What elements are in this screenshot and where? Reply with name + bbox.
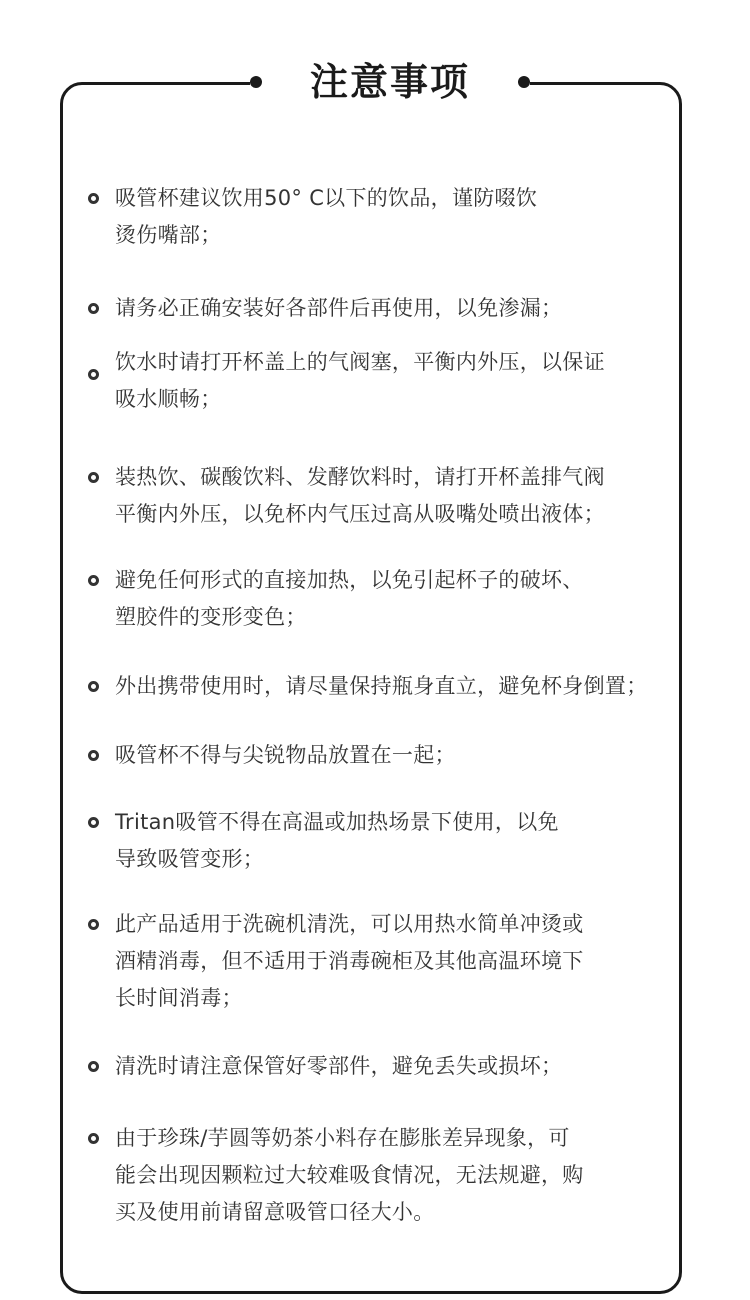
- bullet-icon: [88, 193, 99, 204]
- notice-item: [88, 1048, 668, 1085]
- bullet-icon: [88, 369, 99, 380]
- notice-line: 买及使用前请留意吸管口径大小。: [115, 1200, 435, 1224]
- notice-text: [115, 290, 668, 327]
- notice-line: 能会出现因颗粒过大较难吸食情况，无法规避，购: [115, 1163, 584, 1187]
- notice-text: [115, 562, 668, 636]
- notice-line: 避免任何形式的直接加热，以免引起杯子的破坏、: [115, 568, 584, 592]
- notice-line: 长时间消毒；: [115, 986, 243, 1010]
- notice-text: [115, 737, 668, 774]
- bullet-icon: [88, 1061, 99, 1072]
- notice-line: 酒精消毒，但不适用于消毒碗柜及其他高温环境下: [115, 949, 584, 973]
- title-dot-right-icon: [518, 76, 530, 88]
- notice-line: 平衡内外压，以免杯内气压过高从吸嘴处喷出液体；: [115, 502, 605, 526]
- page-title: 注意事项: [309, 60, 470, 104]
- notice-text: [115, 459, 668, 533]
- bullet-icon: [88, 472, 99, 483]
- notice-item: [88, 1120, 668, 1231]
- notice-item: [88, 180, 668, 254]
- notice-item: [88, 562, 668, 636]
- notice-text: [115, 668, 668, 705]
- notice-item: [88, 737, 668, 774]
- bullet-icon: [88, 303, 99, 314]
- notice-item: [88, 290, 668, 327]
- bullet-icon: [88, 681, 99, 692]
- notice-text: [115, 1120, 668, 1231]
- notice-line: Tritan吸管不得在高温或加热场景下使用，以免: [115, 810, 559, 834]
- title-banner: [250, 54, 530, 110]
- bullet-icon: [88, 919, 99, 930]
- notice-line: 塑胶件的变形变色；: [115, 605, 307, 629]
- notice-line: 此产品适用于洗碗机清洗，可以用热水简单冲烫或: [115, 912, 584, 936]
- notice-item: [88, 804, 668, 878]
- notice-text: [115, 804, 668, 878]
- notice-line: 吸管杯建议饮用50° C以下的饮品，谨防啜饮: [115, 186, 538, 210]
- bullet-icon: [88, 575, 99, 586]
- notice-text: [115, 1048, 668, 1085]
- notice-text: [115, 344, 668, 418]
- notice-item: [88, 344, 668, 418]
- notice-line: 请务必正确安装好各部件后再使用，以免渗漏；: [115, 296, 563, 320]
- notice-item: [88, 906, 668, 1017]
- notice-line: 由于珍珠/芋圆等奶茶小料存在膨胀差异现象，可: [115, 1126, 570, 1150]
- notice-line: 导致吸管变形；: [115, 847, 265, 871]
- notice-line: 装热饮、碳酸饮料、发酵饮料时，请打开杯盖排气阀: [115, 465, 605, 489]
- notice-line: 烫伤嘴部；: [115, 223, 222, 247]
- title-dot-left-icon: [250, 76, 262, 88]
- notice-line: 吸水顺畅；: [115, 387, 222, 411]
- notice-line: 清洗时请注意保管好零部件，避免丢失或损坏；: [115, 1054, 563, 1078]
- notice-text: [115, 906, 668, 1017]
- notice-text: [115, 180, 668, 254]
- notice-line: 饮水时请打开杯盖上的气阀塞，平衡内外压，以保证: [115, 350, 605, 374]
- notice-item: [88, 459, 668, 533]
- notice-line: 外出携带使用时，请尽量保持瓶身直立，避免杯身倒置；: [115, 674, 648, 698]
- notice-line: 吸管杯不得与尖锐物品放置在一起；: [115, 743, 456, 767]
- bullet-icon: [88, 750, 99, 761]
- bullet-icon: [88, 1133, 99, 1144]
- bullet-icon: [88, 817, 99, 828]
- notice-item: [88, 668, 668, 705]
